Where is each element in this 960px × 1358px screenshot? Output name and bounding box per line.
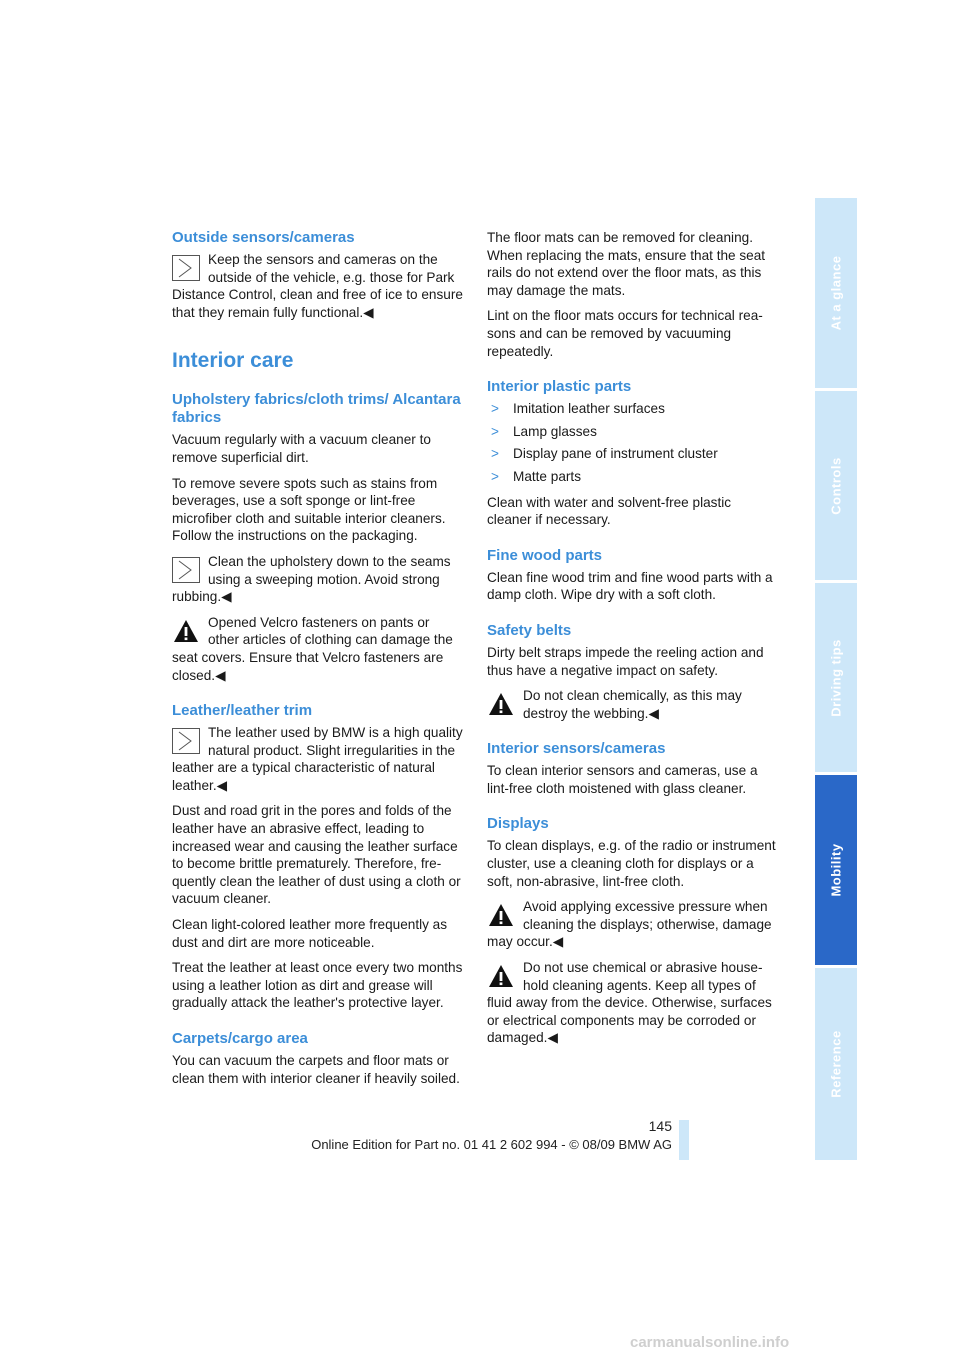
warning-block [487,898,779,951]
paragraph: You can vacuum the carpets and floor mats or clean them with interior cleaner if heavily soiled. [172,1053,460,1086]
paragraph: Clean with water and solvent-free plastic cleaner if necessary. [487,494,732,528]
chapter-tabs [815,198,857,1160]
tab-label: Driving tips [828,638,844,717]
edition-footer: Online Edition for Part no. 01 41 2 602 994 - © 08/09 BMW AG [311,1137,672,1152]
section-heading: Leather/leather trim [172,702,313,720]
section-heading: Interior sensors/cameras [487,740,666,758]
warning-icon [487,691,515,717]
section-leather [172,702,464,1012]
paragraph: To clean displays, e.g. of the radio or instrument cluster, use a cleaning cloth for displays or a soft, non-abrasive, lint-free cloth. [487,838,776,889]
section-carpets-continued [487,229,779,360]
list-item-text: Imitation leather surfaces [513,401,665,417]
page-number: 145 [648,1118,672,1134]
list-item [487,400,779,418]
paragraph: To clean interior sensors and cameras, use a lint-free cloth moistened with glass cleaner. [487,763,758,796]
warning-icon [487,902,515,928]
section-heading: Interior plastic parts [487,378,632,396]
list-item-text: Lamp glasses [513,423,597,439]
warning-block [487,687,779,722]
note-arrow-icon [172,728,200,754]
note-arrow-icon [172,557,200,583]
bullet-list [487,400,779,485]
paragraph: Clean light-colored leather more frequently as dust and dirt are more noticeable. [172,917,448,950]
tab-label: Mobility [828,843,844,897]
section-heading: Displays [487,815,549,833]
section-outside-sensors [172,229,464,321]
note-block [172,553,464,606]
tab-label: Reference [828,1030,844,1098]
note-block [172,724,464,794]
tab-controls[interactable] [815,391,857,580]
paragraph: Lint on the floor mats occurs for technical rea-sons and can be removed by vacuuming repeatedly. [487,308,763,359]
bullet-marker: > [491,446,499,462]
section-interior-sensors [487,740,779,797]
section-heading: Upholstery fabrics/cloth trims/ Alcantara fabrics [172,391,461,427]
section-heading: Fine wood parts [487,546,603,564]
right-column [487,229,779,1065]
paragraph: Vacuum regularly with a vacuum cleaner to remove superficial dirt. [172,432,431,465]
paragraph: To remove severe spots such as stains from beverages, use a soft sponge or lint-free microfiber cloth and suitable interior cleaners. Follow the instructions on the packaging. [172,475,446,544]
page-marker-bar [679,1120,689,1160]
page-title: Interior care [172,349,294,373]
warning-block [487,959,779,1047]
note-text: The leather used by BMW is a high quality natural product. Slight irregularities in the leather are a typical characteristic of natural leather.◀ [172,725,463,793]
tab-label: At a glance [828,255,844,331]
paragraph: Treat the leather at least once every two months using a leather lotion as dirt and grease will gradually attack the leather's protective layer. [172,960,463,1011]
paragraph: Dirty belt straps impede the reeling action and thus have a negative impact on safety. [487,644,764,678]
section-displays [487,815,779,1047]
list-item [487,468,779,486]
paragraph: The floor mats can be removed for cleaning. When replacing the mats, ensure that the seat rails do not extend over the floor mats, as this may damage the mats. [487,230,766,298]
note-text: Keep the sensors and cameras on the outside of the vehicle, e.g. those for Park Distance Control, clean and free of ice to ensure that they remain fully functional.◀ [172,252,463,320]
bullet-marker: > [491,401,499,417]
bullet-marker: > [491,468,499,484]
tab-at-a-glance[interactable] [815,198,857,388]
warning-block [172,614,464,684]
paragraph: Clean fine wood trim and fine wood parts with a damp cloth. Wipe dry with a soft cloth. [487,569,773,603]
section-plastic [487,378,779,529]
note-block [172,251,464,321]
list-item-text: Matte parts [513,468,581,484]
section-heading: Safety belts [487,621,572,639]
paragraph: Dust and road grit in the pores and folds of the leather have an abrasive effect, leading to increased wear and causing the leather surface to become brittle prematurely. Therefore, fre-quently clean the leather of dust using a cloth or vacuum cleaner. [172,803,461,907]
tab-label: Controls [828,456,844,515]
section-heading: Carpets/cargo area [172,1030,308,1047]
section-belts [487,622,779,722]
section-carpets [172,1030,464,1087]
list-item [487,423,779,441]
tab-mobility[interactable] [815,775,857,965]
warning-text: Do not use chemical or abrasive house-hold cleaning agents. Keep all types of fluid away from the device. Otherwise, surfaces or electrical components may be corroded or damaged.◀ [487,960,772,1046]
watermark: carmanualsonline.info [630,1334,790,1351]
warning-text: Opened Velcro fasteners on pants or other articles of clothing can damage the seat covers. Ensure that Velcro fasteners are closed.◀ [172,614,453,683]
list-item [487,445,779,463]
tab-driving-tips[interactable] [815,583,857,772]
warning-icon [487,963,515,989]
left-column [172,229,464,1105]
tab-reference[interactable] [815,968,857,1160]
warning-text: Avoid applying excessive pressure when cleaning the displays; otherwise, damage may occur.◀ [487,899,772,950]
warning-text: Do not clean chemically, as this may destroy the webbing.◀ [523,688,742,721]
bullet-marker: > [491,423,499,439]
note-text: Clean the upholstery down to the seams using a sweeping motion. Avoid strong rubbing.◀ [172,553,451,605]
section-heading: Outside sensors/cameras [172,229,355,246]
list-item-text: Display pane of instrument cluster [513,446,718,462]
note-arrow-icon [172,255,200,281]
section-upholstery [172,391,464,684]
warning-icon [172,618,200,644]
section-wood [487,547,779,604]
